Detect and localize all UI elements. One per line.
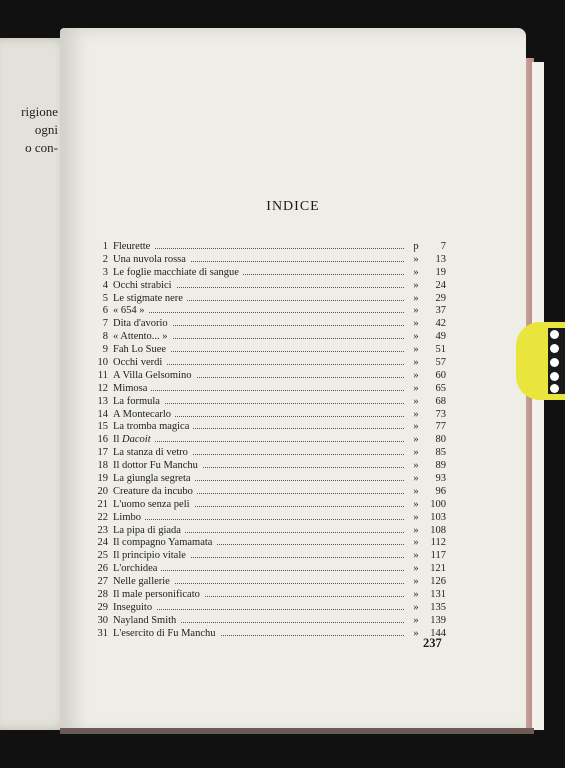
toc-entry	[96, 525, 446, 538]
chapter-page: 42	[435, 318, 446, 330]
chapter-number: 1	[102, 241, 108, 252]
toc-entry	[96, 563, 446, 576]
toc-entry	[96, 550, 446, 563]
bookmark-tab-pattern	[548, 328, 565, 394]
page-marker: »	[413, 305, 419, 317]
chapter-number: 19	[97, 473, 108, 485]
chapter-title: Il male personificato	[113, 589, 204, 602]
toc-entry	[96, 409, 446, 422]
toc-entry	[96, 357, 446, 370]
chapter-page: 65	[435, 382, 446, 394]
chapter-number: 26	[97, 563, 108, 575]
toc-entry	[96, 628, 446, 641]
page-marker: »	[413, 485, 419, 497]
chapter-number: 8	[102, 331, 108, 343]
chapter-number: 7	[102, 318, 108, 330]
chapter-title: Fah Lo Suee	[113, 344, 170, 357]
page-marker: p	[413, 241, 419, 252]
chapter-title: Mimosa	[113, 383, 151, 396]
chapter-number: 5	[102, 292, 108, 304]
tab-dot	[550, 344, 559, 353]
toc-entry	[96, 331, 446, 344]
chapter-number: 16	[97, 434, 108, 446]
chapter-title: La stanza di vetro	[113, 447, 192, 460]
chapter-number: 12	[97, 382, 108, 394]
toc-entry	[96, 293, 446, 306]
toc-entry	[96, 396, 446, 409]
chapter-page: 103	[430, 511, 446, 523]
dot-leader	[113, 519, 404, 520]
chapter-number: 3	[102, 266, 108, 278]
chapter-number: 27	[97, 576, 108, 588]
toc-entry	[96, 589, 446, 602]
chapter-page: 112	[430, 537, 446, 549]
chapter-title: Una nuvola rossa	[113, 254, 190, 267]
page-bottom-edge	[60, 728, 534, 734]
chapter-title: « 654 »	[113, 305, 149, 318]
chapter-number: 4	[102, 279, 108, 291]
chapter-title: Inseguito	[113, 602, 156, 615]
page-marker: »	[413, 279, 419, 291]
chapter-title: Nayland Smith	[113, 615, 180, 628]
page-marker: »	[413, 627, 419, 639]
index-title: INDICE	[266, 199, 320, 214]
chapter-page: 135	[430, 601, 446, 613]
toc-entry	[96, 318, 446, 331]
chapter-page: 37	[435, 305, 446, 317]
chapter-title: L'esercito di Fu Manchu	[113, 628, 220, 641]
page-marker: »	[413, 318, 419, 330]
page-marker: »	[413, 434, 419, 446]
chapter-page: 24	[435, 279, 446, 291]
chapter-page: 68	[435, 395, 446, 407]
chapter-title: L'orchidea	[113, 563, 161, 576]
page-marker: »	[413, 382, 419, 394]
page-marker: »	[413, 550, 419, 562]
page-marker: »	[413, 421, 419, 433]
left-page-line: o con-	[25, 140, 58, 155]
page-marker: »	[413, 395, 419, 407]
toc-entry	[96, 267, 446, 280]
chapter-page: 126	[430, 576, 446, 588]
chapter-title: La tromba magica	[113, 421, 193, 434]
chapter-number: 25	[97, 550, 108, 562]
toc-entry	[96, 434, 446, 447]
chapter-page: 131	[430, 589, 446, 601]
page-marker: »	[413, 253, 419, 265]
chapter-page: 100	[430, 498, 446, 510]
chapter-page: 96	[435, 485, 446, 497]
chapter-title: Il Dacoit	[113, 434, 155, 447]
page-marker: »	[413, 344, 419, 356]
table-of-contents	[96, 241, 446, 641]
chapter-number: 24	[97, 537, 108, 549]
chapter-title: Occhi strabici	[113, 280, 176, 293]
chapter-number: 17	[97, 447, 108, 459]
toc-entry	[96, 383, 446, 396]
chapter-page: 57	[435, 357, 446, 369]
toc-entry	[96, 615, 446, 628]
chapter-number: 21	[97, 498, 108, 510]
toc-entry	[96, 512, 446, 525]
dot-leader	[113, 312, 404, 313]
dot-leader	[113, 248, 404, 249]
toc-entry	[96, 241, 446, 254]
tab-dot	[550, 384, 559, 393]
toc-entry	[96, 473, 446, 486]
chapter-number: 22	[97, 511, 108, 523]
chapter-page: 51	[435, 344, 446, 356]
dot-leader	[113, 609, 404, 610]
chapter-title: Fleurette	[113, 241, 154, 254]
page-marker: »	[413, 473, 419, 485]
chapter-page: 77	[435, 421, 446, 433]
page-marker: »	[413, 614, 419, 626]
chapter-title: Creature da incubo	[113, 486, 197, 499]
chapter-title: L'uomo senza peli	[113, 499, 194, 512]
chapter-title: A Montecarlo	[113, 409, 175, 422]
toc-entry	[96, 421, 446, 434]
page-marker: »	[413, 331, 419, 343]
chapter-number: 20	[97, 485, 108, 497]
chapter-title: « Attento... »	[113, 331, 172, 344]
page-marker: »	[413, 357, 419, 369]
chapter-number: 14	[97, 408, 108, 420]
chapter-number: 9	[102, 344, 108, 356]
chapter-title: Il compagno Yamamata	[113, 537, 216, 550]
chapter-page: 13	[435, 253, 446, 265]
chapter-number: 15	[97, 421, 108, 433]
page-marker: »	[413, 447, 419, 459]
chapter-page: 80	[435, 434, 446, 446]
chapter-title: La pipa di giada	[113, 525, 185, 538]
page-marker: »	[413, 511, 419, 523]
toc-entry	[96, 370, 446, 383]
page-marker: »	[413, 369, 419, 381]
toc-entry	[96, 499, 446, 512]
tab-dot	[550, 358, 559, 367]
toc-entry	[96, 576, 446, 589]
chapter-page: 73	[435, 408, 446, 420]
chapter-title: Dita d'avorio	[113, 318, 172, 331]
chapter-number: 28	[97, 589, 108, 601]
page-marker: »	[413, 589, 419, 601]
chapter-number: 11	[97, 369, 108, 381]
toc-entry	[96, 486, 446, 499]
chapter-title: Occhi verdi	[113, 357, 166, 370]
page-marker: »	[413, 460, 419, 472]
chapter-page: 144	[430, 627, 446, 639]
chapter-number: 29	[97, 601, 108, 613]
toc-entry	[96, 537, 446, 550]
chapter-number: 18	[97, 460, 108, 472]
page-marker: »	[413, 266, 419, 278]
page-marker: »	[413, 292, 419, 304]
chapter-number: 30	[97, 614, 108, 626]
left-page-line: ogni	[34, 122, 58, 137]
chapter-page: 108	[430, 524, 446, 536]
chapter-page: 121	[430, 563, 446, 575]
chapter-page: 85	[435, 447, 446, 459]
page-number: 237	[423, 636, 442, 650]
chapter-page: 29	[435, 292, 446, 304]
chapter-number: 6	[102, 305, 108, 317]
chapter-page: 89	[435, 460, 446, 472]
chapter-number: 2	[102, 253, 108, 265]
chapter-title: Le stigmate nere	[113, 293, 187, 306]
toc-entry	[96, 447, 446, 460]
dot-leader	[113, 441, 404, 442]
chapter-number: 31	[97, 627, 108, 639]
chapter-title: A Villa Gelsomino	[113, 370, 196, 383]
left-page-line: rigione	[21, 104, 58, 119]
chapter-title: Nelle gallerie	[113, 576, 174, 589]
toc-entry	[96, 344, 446, 357]
chapter-number: 23	[97, 524, 108, 536]
page-marker: »	[413, 563, 419, 575]
chapter-page: 49	[435, 331, 446, 343]
dot-leader	[113, 390, 404, 391]
chapter-page: 93	[435, 473, 446, 485]
chapter-title: La giungla segreta	[113, 473, 195, 486]
toc-entry	[96, 602, 446, 615]
chapter-page: 117	[430, 550, 446, 562]
toc-entry	[96, 254, 446, 267]
chapter-page: 19	[435, 266, 446, 278]
page-marker: »	[413, 576, 419, 588]
tab-dot	[550, 372, 559, 381]
chapter-title: La formula	[113, 396, 164, 409]
toc-entry	[96, 280, 446, 293]
chapter-number: 10	[97, 357, 108, 369]
chapter-title: Il dottor Fu Manchu	[113, 460, 202, 473]
chapter-number: 13	[97, 395, 108, 407]
toc-entry	[96, 305, 446, 318]
chapter-title: Il principio vitale	[113, 550, 190, 563]
toc-entry	[96, 460, 446, 473]
page-marker: »	[413, 601, 419, 613]
page-marker: »	[413, 524, 419, 536]
page-marker: »	[413, 498, 419, 510]
chapter-page: 60	[435, 369, 446, 381]
chapter-title: Limbo	[113, 512, 145, 525]
page-marker: »	[413, 537, 419, 549]
page-marker: »	[413, 408, 419, 420]
chapter-page: 139	[430, 614, 446, 626]
chapter-title: Le foglie macchiate di sangue	[113, 267, 243, 280]
tab-dot	[550, 330, 559, 339]
chapter-page: 7	[440, 241, 446, 252]
